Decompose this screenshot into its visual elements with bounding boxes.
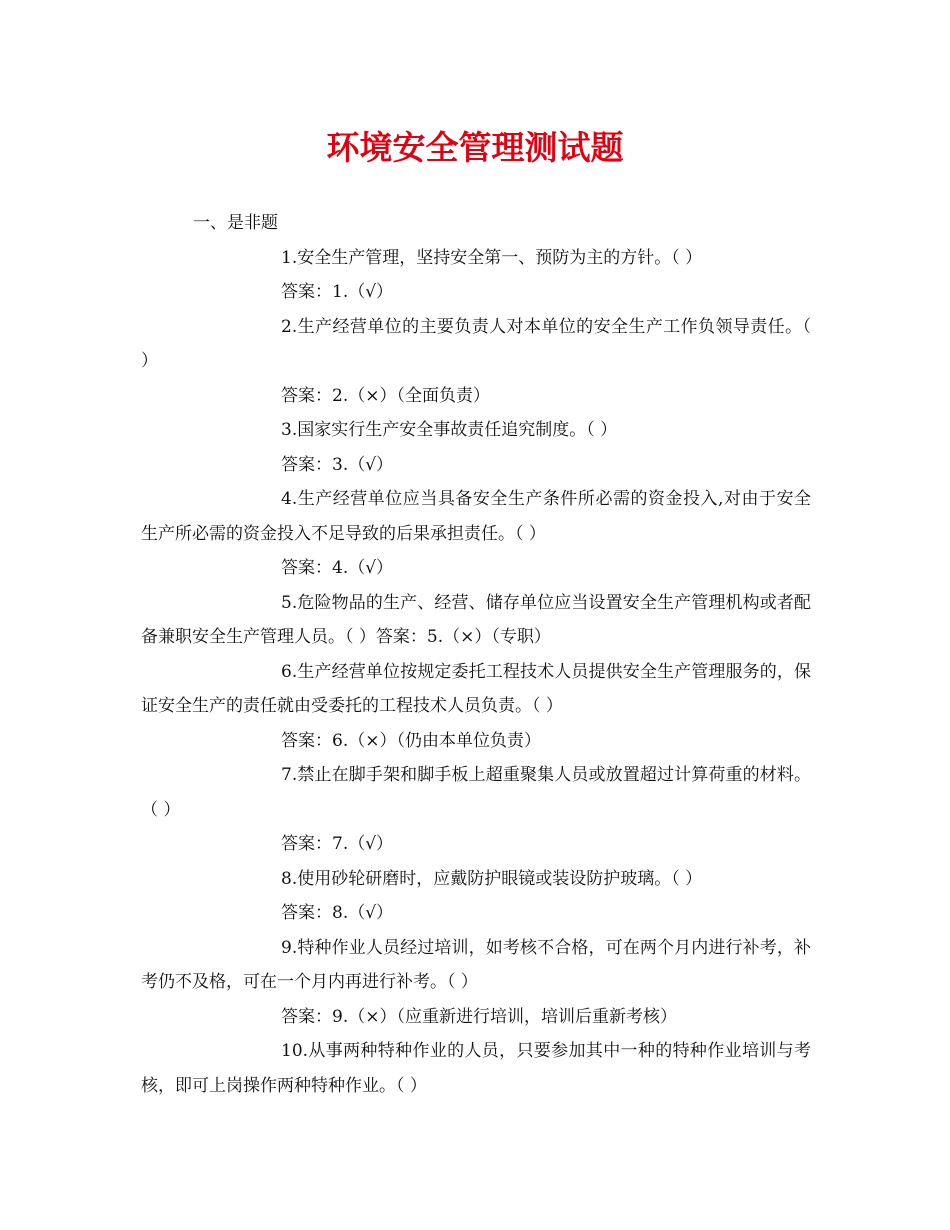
question-8: 8.使用砂轮研磨时，应戴防护眼镜或装设防护玻璃。（ ） — [281, 868, 703, 889]
page-title: 环境安全管理测试题 — [326, 128, 624, 167]
answer-3: 答案：3.（√） — [281, 454, 394, 475]
question-5: 5.危险物品的生产、经营、储存单位应当设置安全生产管理机构或者配备兼职安全生产管理人员。（ ）答案：5.（×）（专职） — [141, 592, 811, 647]
document-body — [141, 206, 811, 1103]
question-7: 7.禁止在脚手架和脚手板上超重聚集人员或放置超过计算荷重的材料。（ ） — [141, 765, 811, 820]
answer-7: 答案：7.（√） — [281, 834, 394, 854]
answer-1: 答案：1.（√） — [281, 282, 394, 302]
answer-6: 答案：6.（×）（仍由本单位负责） — [281, 730, 541, 751]
question-1: 1.安全生产管理，坚持安全第一、预防为主的方针。（ ） — [281, 247, 703, 268]
section-heading: 一、是非题 — [193, 213, 278, 233]
answer-9: 答案：9.（×）（应重新进行培训，培训后重新考核） — [281, 1006, 677, 1027]
answer-8: 答案：8.（√） — [281, 903, 394, 923]
question-2: 2.生产经营单位的主要负责人对本单位的安全生产工作负领导责任。（ ） — [141, 316, 811, 371]
answer-4: 答案：4.（√） — [281, 558, 394, 578]
question-10: 10.从事两种特种作业的人员，只要参加其中一种的特种作业培训与考核，即可上岗操作两种特种作业。（ ） — [141, 1041, 811, 1096]
question-3: 3.国家实行生产安全事故责任追究制度。（ ） — [281, 420, 618, 440]
answer-2: 答案：2.（×）（全面负责） — [281, 385, 490, 406]
question-9: 9.特种作业人员经过培训，如考核不合格，可在两个月内进行补考，补考仍不及格，可在一个月内再进行补考。（ ） — [141, 937, 811, 992]
question-4: 4.生产经营单位应当具备安全生产条件所必需的资金投入,对由于安全生产所必需的资金投入不足导致的后果承担责任。（ ） — [141, 489, 811, 544]
question-6: 6.生产经营单位按规定委托工程技术人员提供安全生产管理服务的，保证安全生产的责任就由受委托的工程技术人员负责。（ ） — [141, 661, 811, 716]
